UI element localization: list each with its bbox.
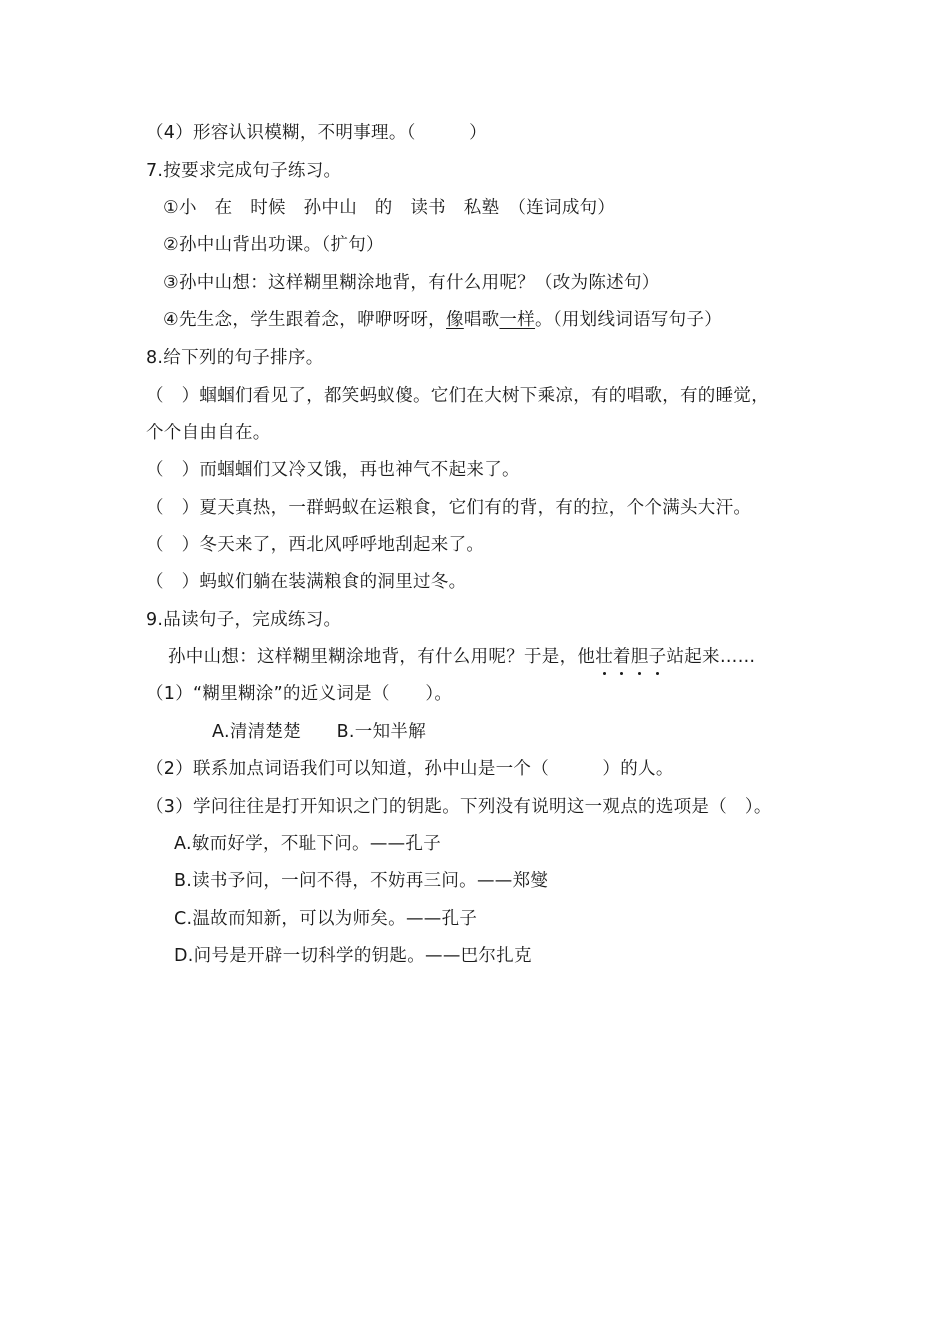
q9-sub-1: （1）“糊里糊涂”的近义词是（ ）。 — [146, 684, 453, 704]
q9-passage-text-end: 站起来…… — [666, 647, 756, 667]
q8-heading: 8.给下列的句子排序。 — [146, 348, 324, 368]
q9-passage — [168, 645, 755, 669]
q9-passage-text: 孙中山想：这样糊里糊涂地背，有什么用呢？于是，他 — [168, 647, 596, 667]
q9-sub-3-option-a: A.敏而好学，不耻下问。——孔子 — [174, 834, 442, 854]
dotted-char-zhe: 着 — [613, 647, 631, 667]
underlined-word-xiang: 像 — [446, 310, 464, 330]
q7-item-4-text-mid: 唱歌 — [463, 310, 500, 330]
q8-sentence-2: （ ）而蝈蝈们又冷又饿，再也神气不起来了。 — [146, 460, 520, 480]
underlined-word-yiyang: 一样 — [499, 310, 536, 330]
q9-sub-3-option-c: C.温故而知新，可以为师矣。——孔子 — [174, 909, 478, 929]
q6-item-4: （4）形容认识模糊，不明事理。（ ） — [146, 123, 487, 143]
q9-sub-3-option-d: D.问号是开辟一切科学的钥匙。——巴尔扎克 — [174, 946, 532, 966]
dotted-char-zhuang: 壮 — [595, 647, 614, 667]
q7-item-4-text-end: 。（用划线词语写句子） — [535, 310, 723, 330]
q9-sub-3: （3）学问往往是打开知识之门的钥匙。下列没有说明这一观点的选项是（ ）。 — [146, 797, 772, 817]
q7-item-4 — [163, 308, 722, 332]
q9-sub-3-option-b: B.读书予问，一问不得，不妨再三问。——郑燮 — [174, 871, 549, 891]
dotted-char-zi: 子 — [648, 647, 667, 667]
q9-sub-2: （2）联系加点词语我们可以知道，孙中山是一个（ ）的人。 — [146, 759, 674, 779]
q7-item-2: ②孙中山背出功课。（扩句） — [163, 235, 384, 255]
q7-item-3: ③孙中山想：这样糊里糊涂地背，有什么用呢？（改为陈述句） — [163, 273, 660, 293]
q8-sentence-3: （ ）夏天真热，一群蚂蚁在运粮食，它们有的背，有的拉，个个满头大汗。 — [146, 498, 752, 518]
q8-sentence-1-cont: 个个自由自在。 — [146, 423, 271, 443]
q9-sub-1-options: A.清清楚楚 B.一知半解 — [212, 722, 426, 742]
q7-heading: 7.按要求完成句子练习。 — [146, 161, 342, 181]
q9-heading: 9.品读句子，完成练习。 — [146, 610, 342, 630]
q7-item-4-text: ④先生念，学生跟着念，咿咿呀呀， — [163, 310, 446, 330]
q7-item-1: ①小 在 时候 孙中山 的 读书 私塾 （连词成句） — [163, 198, 616, 218]
q8-sentence-5: （ ）蚂蚁们躺在装满粮食的洞里过冬。 — [146, 572, 467, 592]
q8-sentence-4: （ ）冬天来了，西北风呼呼地刮起来了。 — [146, 535, 485, 555]
q8-sentence-1: （ ）蝈蝈们看见了，都笑蚂蚁傻。它们在大树下乘凉，有的唱歌，有的睡觉， — [146, 386, 769, 406]
dotted-char-dan: 胆 — [630, 647, 649, 667]
